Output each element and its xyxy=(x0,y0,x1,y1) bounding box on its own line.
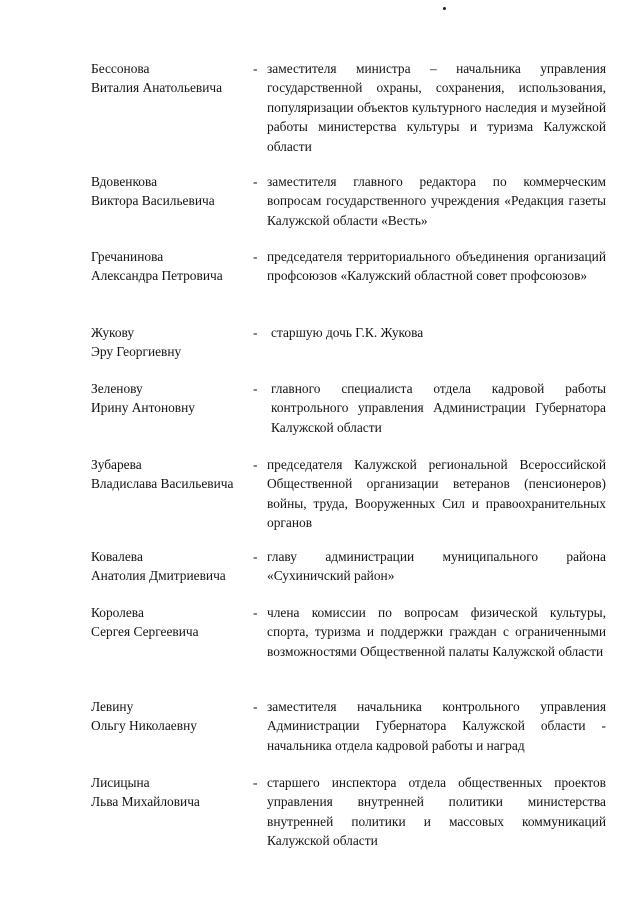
person-given-name: Ирину Антоновну xyxy=(91,400,195,416)
person-name xyxy=(91,379,251,418)
person-given-name: Ольгу Николаевну xyxy=(91,718,197,734)
person-position: члена комиссии по вопросам физической культуры, спорта, туризма и поддержки граждан с ограниченными возможностями Общественной палаты Калужской области xyxy=(267,605,606,659)
person-surname: Гречанинова xyxy=(91,249,164,264)
entry-dash: - xyxy=(253,549,258,564)
person-surname: Королева xyxy=(91,605,144,620)
entry-dash: - xyxy=(253,61,258,76)
person-given-name: Анатолия Дмитриевича xyxy=(91,568,226,584)
scan-speck xyxy=(443,7,446,10)
person-surname: Зубарева xyxy=(91,457,142,472)
person-surname: Жукову xyxy=(91,325,135,340)
person-name xyxy=(91,697,251,736)
entry-dash: - xyxy=(253,457,258,472)
entry-dash: - xyxy=(253,174,258,189)
person-position: старшего инспектора отдела общественных проектов управления внутренней политики министерства внутренней политики и массовых коммуникаций Калужской области xyxy=(267,775,606,849)
person-name xyxy=(91,59,251,98)
person-given-name: Виталия Анатольевича xyxy=(91,80,223,96)
entry-dash: - xyxy=(253,699,258,714)
person-position: заместителя министра – начальника управления государственной охраны, сохранения, использования, популяризации объектов культурного наследия и музейной работы министерства культуры и туризма Калужской области xyxy=(267,61,606,154)
person-position: председателя Калужской региональной Всероссийской Общественной организации ветеранов (пенсионеров) войны, труда, Вооруженных Сил и правоохранительных органов xyxy=(267,457,606,531)
person-name xyxy=(91,773,251,812)
person-given-name: Эру Георгиевну xyxy=(91,344,182,360)
person-given-name: Льва Михайловича xyxy=(91,794,200,810)
person-given-name: Сергея Сергеевича xyxy=(91,624,199,640)
person-position: заместителя главного редактора по коммерческим вопросам государственного учреждения «Редакция газеты Калужской области «Весть» xyxy=(267,174,606,228)
entry-dash: - xyxy=(253,325,258,340)
person-surname: Зеленову xyxy=(91,381,143,396)
person-position: главного специалиста отдела кадровой работы контрольного управления Администрации Губернатора Калужской области xyxy=(271,381,606,435)
person-surname: Вдовенкова xyxy=(91,174,158,189)
person-position: главу администрации муниципального района «Сухиничский район» xyxy=(267,549,606,584)
person-name xyxy=(91,603,251,642)
person-given-name: Александра Петровича xyxy=(91,268,223,284)
person-position: председателя территориального объединения организаций профсоюзов «Калужский областной совет профсоюзов» xyxy=(267,249,606,284)
person-surname: Бессонова xyxy=(91,61,150,76)
person-given-name: Виктора Васильевича xyxy=(91,193,215,209)
person-surname: Левину xyxy=(91,699,134,714)
entry-dash: - xyxy=(253,249,258,264)
person-name xyxy=(91,455,251,494)
person-name xyxy=(91,247,251,286)
person-position: заместителя начальника контрольного управления Администрации Губернатора Калужской области - начальника отдела кадровой работы и наград xyxy=(267,699,606,753)
entry-dash: - xyxy=(253,605,258,620)
entry-dash: - xyxy=(253,775,258,790)
person-position: старшую дочь Г.К. Жукова xyxy=(271,325,424,340)
person-surname: Лисицына xyxy=(91,775,150,790)
person-name xyxy=(91,323,251,362)
person-given-name: Владислава Васильевича xyxy=(91,476,234,492)
person-surname: Ковалева xyxy=(91,549,143,564)
person-name xyxy=(91,172,251,211)
person-name xyxy=(91,547,251,586)
entry-dash: - xyxy=(253,381,258,396)
